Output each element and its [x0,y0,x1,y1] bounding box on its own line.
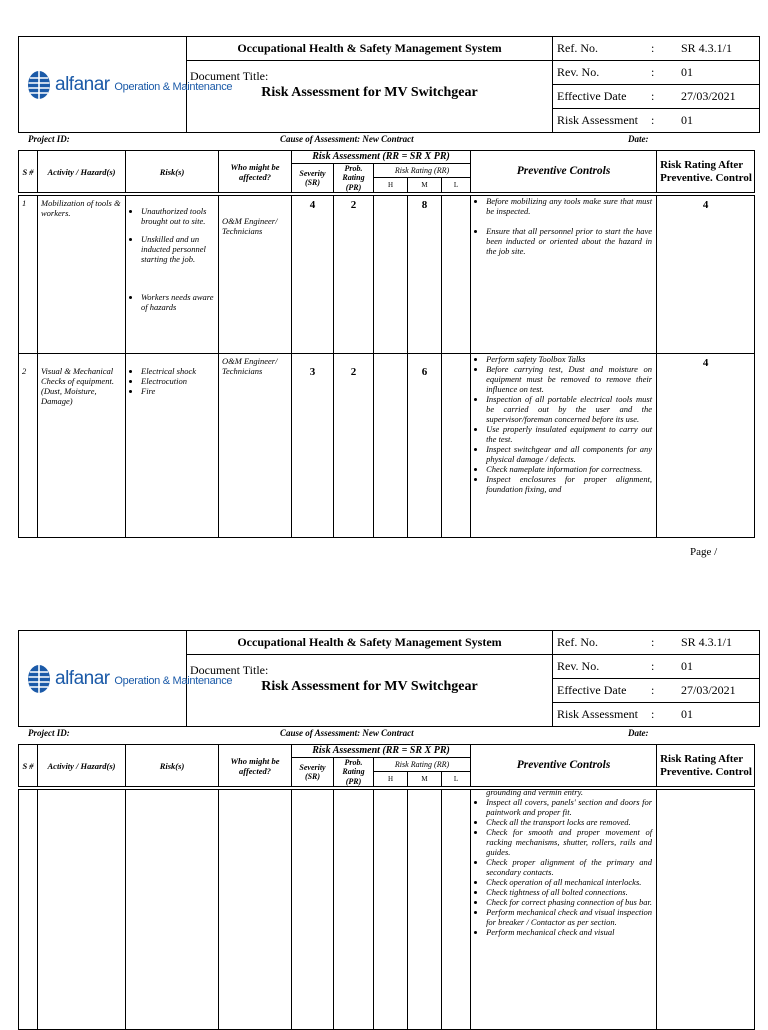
col-h: H [374,772,408,787]
row-controls [471,354,657,538]
col-h: H [374,178,408,193]
row-h [374,196,408,354]
cause-of-assessment: Cause of Assessment: New Contract [280,728,414,738]
col-risk-assessment: Risk Assessment (RR = SR X PR) [292,745,471,758]
effective-date-row: Effective Date : 27/03/2021 [553,679,760,703]
rev-no-row: Rev. No. : 01 [553,61,760,85]
document-title-label: Document Title: [190,663,269,677]
row-who: O&M Engineer/ Technicians [219,196,292,354]
project-id-label: Project ID: [28,728,70,738]
row-activity: Visual & Mechanical Checks of equipment. (Dust, Moisture, Damage) [38,354,126,538]
control-item: • Use properly insulated equipment to carry out the test. [486,424,652,444]
row-severity: 3 [292,354,334,538]
col-preventive-controls: Preventive Controls [471,745,657,787]
document-title-cell [187,655,553,727]
col-prob: Prob. Rating (PR) [334,757,374,786]
globe-logo-icon [27,663,51,695]
control-item: • Check proper alignment of the primary and secondary contacts. [486,857,652,877]
page-number: Page / [690,546,718,558]
date-label: Date: [628,728,649,738]
row-m: 8 [408,196,442,354]
table-row [19,790,755,1030]
logo-brand-text: alfanar [55,667,110,689]
row-risks [126,354,219,538]
project-id-label: Project ID: [28,134,70,144]
row-prob: 2 [334,354,374,538]
risk-item: • Fire [141,386,216,396]
risk-item: • Unskilled and un inducted personnel starting the job. [141,234,216,264]
document-header [18,36,760,133]
row-m: 6 [408,354,442,538]
table-row [19,354,755,538]
system-title: Occupational Health & Safety Management System [187,37,553,61]
col-sno: S # [19,151,38,193]
col-who: Who might be affected? [219,745,292,787]
risk-item: • Electrical shock [141,366,216,376]
document-title-cell [187,61,553,133]
assessment-meta-line [18,727,760,741]
control-item: • Check for correct phasing connection of bus bar. [486,897,652,907]
risk-item: • Unauthorized tools brought out to site. [141,206,216,226]
control-continued: grounding and vermin entry. [486,787,584,798]
risk-assessment-row: Risk Assessment : 01 [553,109,760,133]
col-activity: Activity / Hazard(s) [38,151,126,193]
risk-assessment-row: Risk Assessment : 01 [553,703,760,727]
col-after-control: Risk Rating After Preventive. Control [657,151,755,193]
col-risk-assessment: Risk Assessment (RR = SR X PR) [292,151,471,164]
document-header [18,630,760,727]
col-risks: Risk(s) [126,745,219,787]
control-item: • Inspect enclosures for proper alignment, foundation fixing, and [486,474,652,494]
col-who: Who might be affected? [219,151,292,193]
row-risks [126,196,219,354]
table-row [19,196,755,354]
col-severity: Severity (SR) [292,163,334,192]
ref-no-row: Ref. No. : SR 4.3.1/1 [553,37,760,61]
row-h [374,354,408,538]
control-item: • Check for smooth and proper movement of racking mechanisms, shutter, rollers, rails and guides. [486,827,652,857]
control-item: • Inspect all covers, panels' section and doors for paintwork and proper fit. [486,797,652,817]
row-l [442,354,471,538]
control-item: • Check nameplate information for correctness. [486,464,652,474]
col-rr: Risk Rating (RR) [374,163,471,178]
control-item: • Inspection of all portable electrical tools must be carried out by the user and the supervisor/foreman concerned before its use. [486,394,652,424]
col-m: M [408,772,442,787]
row-sno: 2 [19,354,38,538]
col-rr: Risk Rating (RR) [374,757,471,772]
risk-item: • Workers needs aware of hazards [141,292,216,312]
document-title: Risk Assessment for MV Switchgear [261,679,478,694]
row-l [442,196,471,354]
col-preventive-controls: Preventive Controls [471,151,657,193]
row-who: O&M Engineer/ Technicians [219,354,292,538]
control-item: • Check all the transport locks are removed. [486,817,652,827]
col-activity: Activity / Hazard(s) [38,745,126,787]
logo-brand-text: alfanar [55,73,110,95]
control-item: • Inspect switchgear and all components for any physical damage / defects. [486,444,652,464]
row-prob: 2 [334,196,374,354]
document-title: Risk Assessment for MV Switchgear [261,85,478,100]
rev-no-row: Rev. No. : 01 [553,655,760,679]
ref-no-row: Ref. No. : SR 4.3.1/1 [553,631,760,655]
row-controls [471,787,657,1030]
control-item: • Perform mechanical check and visual inspection for breaker / Contactor as per section. [486,907,652,927]
control-item: • Ensure that all personnel prior to start the have been inducted or oriented about the hazard in the job site. [486,226,652,256]
cause-of-assessment: Cause of Assessment: New Contract [280,134,414,144]
col-l: L [442,178,471,193]
row-after: 4 [657,196,755,354]
control-item: • Perform mechanical check and visual [486,927,652,937]
col-m: M [408,178,442,193]
row-activity: Mobilization of tools & workers. [38,196,126,354]
date-label: Date: [628,134,649,144]
col-risks: Risk(s) [126,151,219,193]
row-severity: 4 [292,196,334,354]
col-severity: Severity (SR) [292,757,334,786]
document-page-1 [18,36,760,538]
globe-logo-icon [27,69,51,101]
row-after: 4 [657,354,755,538]
effective-date-row: Effective Date : 27/03/2021 [553,85,760,109]
control-item: • Before mobilizing any tools make sure that must be inspected. [486,196,652,216]
logo-subtitle: Operation & Maintenance [114,80,233,93]
document-title-label: Document Title: [190,69,269,83]
row-controls [471,196,657,354]
assessment-meta-line [18,133,760,147]
col-after-control: Risk Rating After Preventive. Control [657,745,755,787]
control-item: • Check tightness of all bolted connections. [486,887,652,897]
system-title: Occupational Health & Safety Management System [187,631,553,655]
col-prob: Prob. Rating (PR) [334,163,374,192]
risk-table-page-1 [18,150,755,538]
row-sno: 1 [19,196,38,354]
col-sno: S # [19,745,38,787]
document-page-2 [18,630,760,1030]
risk-item: • Electrocution [141,376,216,386]
logo-subtitle: Operation & Maintenance [114,674,233,687]
control-item: • Perform safety Toolbox Talks [486,354,652,364]
control-item: • Check operation of all mechanical interlocks. [486,877,652,887]
risk-table-page-2 [18,744,755,1030]
col-l: L [442,772,471,787]
control-item: • Before carrying test, Dust and moisture on equipment must be removed to remove their influence on test. [486,364,652,394]
